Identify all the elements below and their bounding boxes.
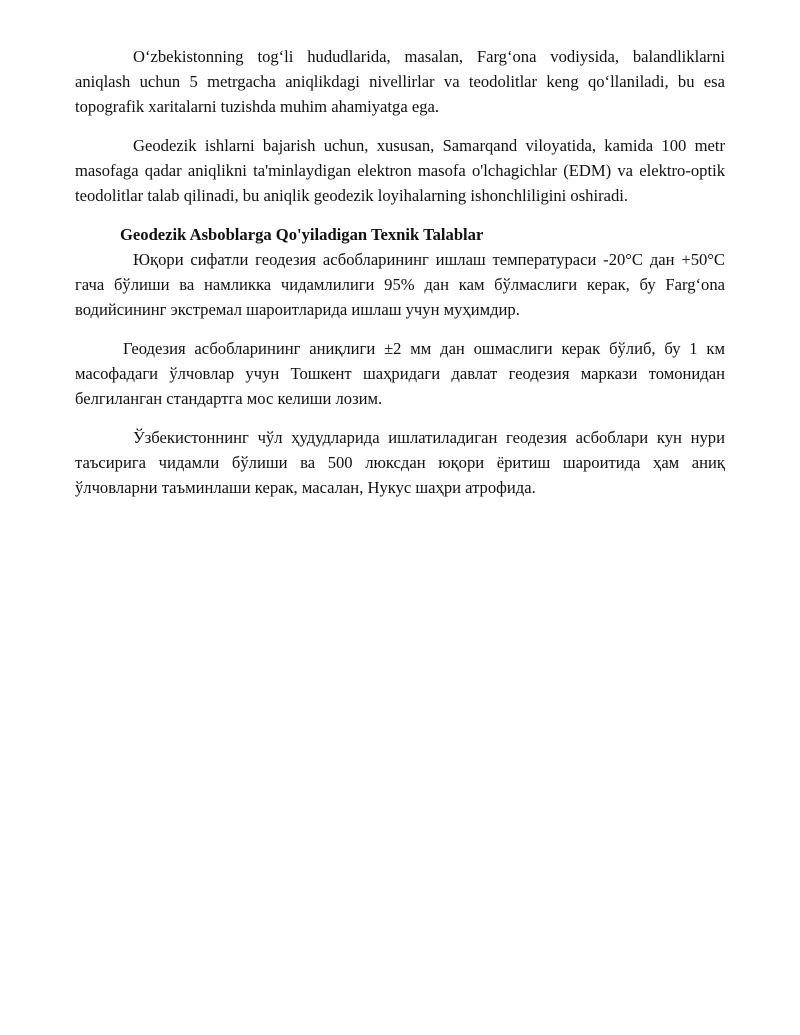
- paragraph-samarkand-edm: Geodezik ishlarni bajarish uchun, xususan, Samarqand viloyatida, kamida 100 metr masofaga qadar aniqlikni ta'minlaydigan elektron masofa o'lchagichlar (EDM) va elektro-optik teodolitlar talab qilinadi, bu aniqlik geodezik loyihalarning ishonchliligini oshiradi.: [75, 136, 725, 205]
- document-page: [75, 44, 725, 500]
- paragraph-fergana-levels: O‘zbekistonning tog‘li hududlarida, masalan, Farg‘ona vodiysida, balandliklarni aniqlash uchun 5 metrgacha aniqlikdagi nivellirlar va teodolitlar keng qo‘llaniladi, bu esa topografik xaritalarni tuzishda muhim ahamiyatga ega.: [75, 47, 725, 116]
- section-heading: Geodezik Asboblarga Qo'yiladigan Texnik Talablar: [120, 225, 484, 244]
- paragraph-desert-conditions: Ўзбекистоннинг чўл ҳудудларида ишлатиладиган геодезия асбоблари кун нури таъсирига чидамли бўлиши ва 500 люксдан юқори ёритиш шароитида ҳам аниқ ўлчовларни таъминлаши керак, масалан, Нукус шаҳри атрофида.: [75, 428, 725, 497]
- paragraph-accuracy-standard: Геодезия асбобларининг аниқлиги ±2 мм дан ошмаслиги керак бўлиб, бу 1 км масофадаги ўлчовлар учун Тошкент шаҳридаги давлат геодезия маркази томонидан белгиланган стандартга мос келиши лозим.: [75, 339, 725, 408]
- paragraph-temperature-humidity: Юқори сифатли геодезия асбобларининг ишлаш температураси -20°C дан +50°C гача бўлиши ва намликка чидамлилиги 95% дан кам бўлмаслиги керак, бу Farg‘ona водийсининг экстремал шароитларида ишлаш учун муҳимдир.: [75, 250, 725, 319]
